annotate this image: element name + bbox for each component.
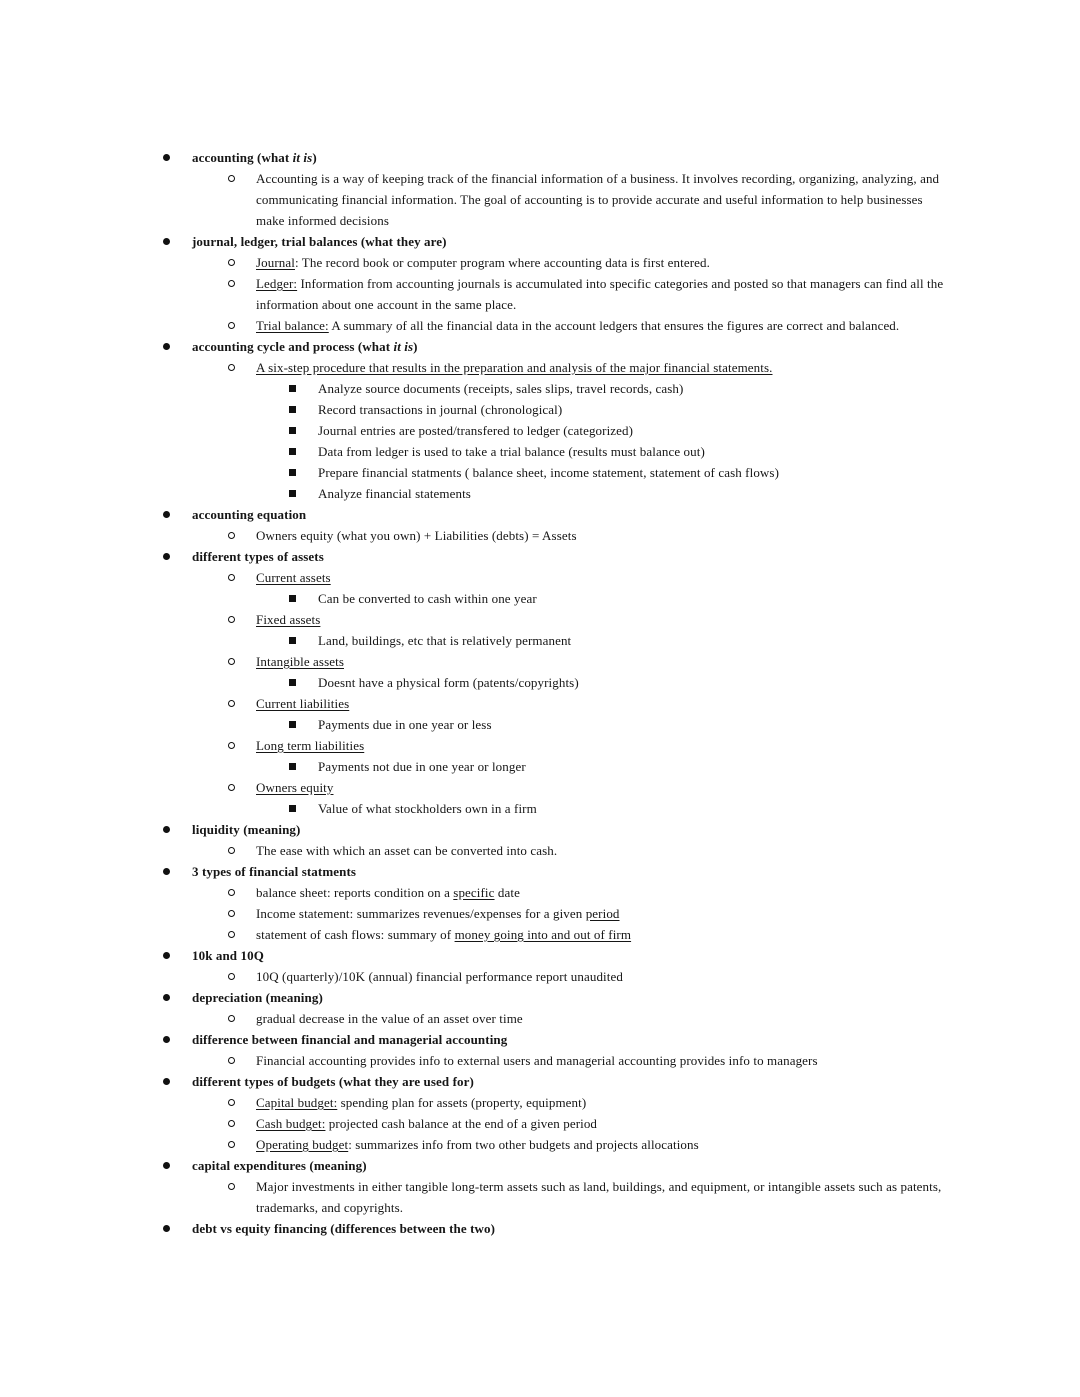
list-item-text (256, 777, 948, 798)
text-run: accounting (what (192, 150, 293, 165)
list-item-text (256, 966, 948, 987)
bullet-square-icon (289, 679, 296, 686)
text-run: Data from ledger is used to take a trial balance (results must balance out) (318, 444, 705, 459)
bullet-circle-icon (228, 259, 235, 266)
list-item-text (256, 903, 948, 924)
list-item (0, 651, 948, 672)
text-run: Intangible assets (256, 654, 344, 669)
bullet-circle-icon (228, 1099, 235, 1106)
list-item (0, 588, 948, 609)
list-item (0, 1218, 948, 1239)
list-item (0, 357, 948, 378)
bullet-square-icon (289, 385, 296, 392)
text-run: Ledger: (256, 276, 298, 291)
bullet-square-icon (289, 406, 296, 413)
bullet-disc-icon (163, 154, 170, 161)
list-item-text (192, 819, 948, 840)
bullet-circle-icon (228, 847, 235, 854)
text-run: ) (312, 150, 317, 165)
text-run: 10Q (quarterly)/10K (annual) financial performance report unaudited (256, 969, 623, 984)
bullet-square-icon (289, 637, 296, 644)
list-item (0, 798, 948, 819)
list-item (0, 777, 948, 798)
bullet-square-icon (289, 490, 296, 497)
list-item (0, 924, 948, 945)
bullet-circle-icon (228, 574, 235, 581)
list-item-text (256, 609, 948, 630)
list-item (0, 336, 948, 357)
list-item (0, 672, 948, 693)
text-run: 3 types of financial statments (192, 864, 357, 879)
text-run: Major investments in either tangible long-term assets such as land, buildings, and equipment, or intangible assets such as patents, trademarks, and copyrights. (256, 1179, 942, 1215)
bullet-circle-icon (228, 973, 235, 980)
bullet-disc-icon (163, 1078, 170, 1085)
text-run: Trial balance: (256, 318, 329, 333)
bullet-square-icon (289, 805, 296, 812)
list-item (0, 441, 948, 462)
bullet-circle-icon (228, 1141, 235, 1148)
text-run: specific (453, 885, 495, 900)
text-run: Owners equity (256, 780, 334, 795)
text-run: Doesnt have a physical form (patents/copyrights) (318, 675, 579, 690)
text-run: Current assets (256, 570, 331, 585)
bullet-disc-icon (163, 343, 170, 350)
text-run: liquidity (meaning) (192, 822, 301, 837)
list-item-text (256, 651, 948, 672)
list-item (0, 315, 948, 336)
list-item (0, 1092, 948, 1113)
list-item (0, 819, 948, 840)
bullet-square-icon (289, 448, 296, 455)
text-run: Information from accounting journals is accumulated into specific categories and posted so that managers can find all the information about one account in the same place. (256, 276, 944, 312)
list-item (0, 840, 948, 861)
text-run: different types of budgets (what they are used for) (192, 1074, 474, 1089)
list-item-text (256, 693, 948, 714)
bullet-disc-icon (163, 868, 170, 875)
list-item-text (256, 273, 948, 315)
list-item-text (256, 1113, 948, 1134)
list-item-text (256, 735, 948, 756)
list-item-text (318, 798, 948, 819)
bullet-circle-icon (228, 280, 235, 287)
list-item-text (256, 924, 948, 945)
text-run: projected cash balance at the end of a given period (325, 1116, 598, 1131)
text-run: : summarizes info from two other budgets and projects allocations (348, 1137, 699, 1152)
list-item-text (256, 168, 948, 231)
list-item-text (192, 147, 948, 168)
list-item-text (192, 1029, 948, 1050)
list-item-text (256, 567, 948, 588)
list-item (0, 273, 948, 315)
text-run: 10k and 10Q (192, 948, 264, 963)
bullet-circle-icon (228, 322, 235, 329)
list-item (0, 1113, 948, 1134)
text-run: Cash budget: (256, 1116, 326, 1131)
text-run: journal, ledger, trial balances (what they are) (192, 234, 447, 249)
text-run: debt vs equity financing (differences between the two) (192, 1221, 496, 1236)
text-run: difference between financial and managerial accounting (192, 1032, 508, 1047)
text-run: balance sheet: reports condition on a (256, 885, 454, 900)
text-run: A summary of all the financial data in the account ledgers that ensures the figures are correct and balanced. (328, 318, 900, 333)
text-run: Payments not due in one year or longer (318, 759, 526, 774)
list-item-text (256, 840, 948, 861)
bullet-circle-icon (228, 532, 235, 539)
list-item (0, 147, 948, 168)
bullet-circle-icon (228, 1120, 235, 1127)
list-item-text (318, 483, 948, 504)
bullet-circle-icon (228, 1057, 235, 1064)
text-run: Journal (256, 255, 295, 270)
list-item-text (192, 336, 948, 357)
bullet-disc-icon (163, 994, 170, 1001)
text-run: Value of what stockholders own in a firm (318, 801, 537, 816)
text-run: ) (413, 339, 418, 354)
text-run: Payments due in one year or less (318, 717, 492, 732)
list-item-text (318, 399, 948, 420)
text-run: Can be converted to cash within one year (318, 591, 537, 606)
list-item-text (318, 714, 948, 735)
list-item (0, 399, 948, 420)
list-item-text (318, 441, 948, 462)
list-item-text (318, 378, 948, 399)
bullet-disc-icon (163, 1162, 170, 1169)
text-run: Journal entries are posted/transfered to ledger (categorized) (318, 423, 634, 438)
list-item-text (256, 357, 948, 378)
text-run: gradual decrease in the value of an asset over time (256, 1011, 523, 1026)
list-item-text (318, 462, 948, 483)
bullet-circle-icon (228, 931, 235, 938)
text-run: Financial accounting provides info to external users and managerial accounting provides info to managers (256, 1053, 818, 1068)
list-item (0, 1176, 948, 1218)
bullet-circle-icon (228, 1015, 235, 1022)
text-run: Accounting is a way of keeping track of the financial information of a business. It involves recording, organizing, analyzing, and communicating financial information. The goal of accounting is to provide accurate and useful information to help businesses make informed decisions (256, 171, 940, 228)
list-item (0, 609, 948, 630)
list-item (0, 378, 948, 399)
list-item-text (192, 1155, 948, 1176)
bullet-circle-icon (228, 1183, 235, 1190)
bullet-disc-icon (163, 553, 170, 560)
text-run: spending plan for assets (property, equipment) (337, 1095, 587, 1110)
list-item (0, 630, 948, 651)
text-run: different types of assets (192, 549, 324, 564)
bullet-circle-icon (228, 364, 235, 371)
list-item (0, 546, 948, 567)
bullet-disc-icon (163, 952, 170, 959)
list-item-text (192, 1218, 948, 1239)
list-item (0, 735, 948, 756)
list-item (0, 903, 948, 924)
bullet-disc-icon (163, 1225, 170, 1232)
bullet-circle-icon (228, 658, 235, 665)
list-item (0, 252, 948, 273)
text-run: Prepare financial statments ( balance sheet, income statement, statement of cash flows) (318, 465, 780, 480)
text-run: Record transactions in journal (chronological) (318, 402, 563, 417)
bullet-circle-icon (228, 700, 235, 707)
text-run: Analyze financial statements (318, 486, 471, 501)
text-run: accounting equation (192, 507, 307, 522)
list-item (0, 1008, 948, 1029)
list-item (0, 945, 948, 966)
text-run: Current liabilities (256, 696, 350, 711)
list-item-text (192, 1071, 948, 1092)
list-item (0, 168, 948, 231)
text-run: The ease with which an asset can be converted into cash. (256, 843, 558, 858)
text-run: Analyze source documents (receipts, sales slips, travel records, cash) (318, 381, 684, 396)
text-run: Land, buildings, etc that is relatively permanent (318, 633, 572, 648)
list-item-text (256, 252, 948, 273)
text-run: depreciation (meaning) (192, 990, 323, 1005)
text-run: Long term liabilities (256, 738, 365, 753)
list-item-text (256, 882, 948, 903)
text-run: Capital budget: (256, 1095, 338, 1110)
list-item-text (318, 672, 948, 693)
bullet-circle-icon (228, 889, 235, 896)
list-item-text (192, 987, 948, 1008)
list-item (0, 525, 948, 546)
list-item (0, 861, 948, 882)
bullet-circle-icon (228, 616, 235, 623)
bullet-disc-icon (163, 511, 170, 518)
list-item (0, 567, 948, 588)
bullet-circle-icon (228, 175, 235, 182)
list-item-text (318, 756, 948, 777)
text-run: money going into and out of firm (454, 927, 632, 942)
list-item-text (192, 231, 948, 252)
list-item-text (256, 1176, 948, 1218)
list-item-text (318, 630, 948, 651)
list-item (0, 714, 948, 735)
list-item (0, 1134, 948, 1155)
list-item (0, 966, 948, 987)
list-item (0, 483, 948, 504)
text-run: statement of cash flows: summary of (256, 927, 455, 942)
text-run: Operating budget (256, 1137, 349, 1152)
bullet-disc-icon (163, 826, 170, 833)
list-item-text (318, 588, 948, 609)
text-run: Income statement: summarizes revenues/expenses for a given (256, 906, 586, 921)
list-item-text (256, 1134, 948, 1155)
notes-outline (0, 147, 948, 1239)
text-run: it is (292, 150, 313, 165)
bullet-disc-icon (163, 238, 170, 245)
list-item (0, 504, 948, 525)
list-item (0, 1155, 948, 1176)
list-item-text (192, 945, 948, 966)
bullet-circle-icon (228, 910, 235, 917)
list-item (0, 882, 948, 903)
list-item (0, 420, 948, 441)
list-item-text (192, 546, 948, 567)
bullet-square-icon (289, 721, 296, 728)
bullet-square-icon (289, 763, 296, 770)
list-item (0, 756, 948, 777)
list-item-text (192, 861, 948, 882)
list-item (0, 1029, 948, 1050)
text-run: capital expenditures (meaning) (192, 1158, 367, 1173)
bullet-disc-icon (163, 1036, 170, 1043)
list-item-text (256, 525, 948, 546)
list-item-text (192, 504, 948, 525)
bullet-square-icon (289, 595, 296, 602)
list-item (0, 693, 948, 714)
list-item (0, 1071, 948, 1092)
list-item-text (256, 1092, 948, 1113)
bullet-square-icon (289, 469, 296, 476)
text-run: period (585, 906, 620, 921)
list-item (0, 231, 948, 252)
list-item-text (318, 420, 948, 441)
text-run: Owners equity (what you own) + Liabilities (debts) = Assets (256, 528, 577, 543)
list-item-text (256, 1008, 948, 1029)
bullet-square-icon (289, 427, 296, 434)
list-item (0, 1050, 948, 1071)
text-run: date (494, 885, 520, 900)
bullet-circle-icon (228, 784, 235, 791)
text-run: : The record book or computer program where accounting data is first entered. (294, 255, 710, 270)
list-item-text (256, 1050, 948, 1071)
list-item (0, 987, 948, 1008)
text-run: it is (393, 339, 414, 354)
list-item-text (256, 315, 948, 336)
text-run: accounting cycle and process (what (192, 339, 394, 354)
bullet-circle-icon (228, 742, 235, 749)
text-run: A six-step procedure that results in the preparation and analysis of the major financial statements. (256, 360, 773, 375)
text-run: Fixed assets (256, 612, 321, 627)
list-item (0, 462, 948, 483)
